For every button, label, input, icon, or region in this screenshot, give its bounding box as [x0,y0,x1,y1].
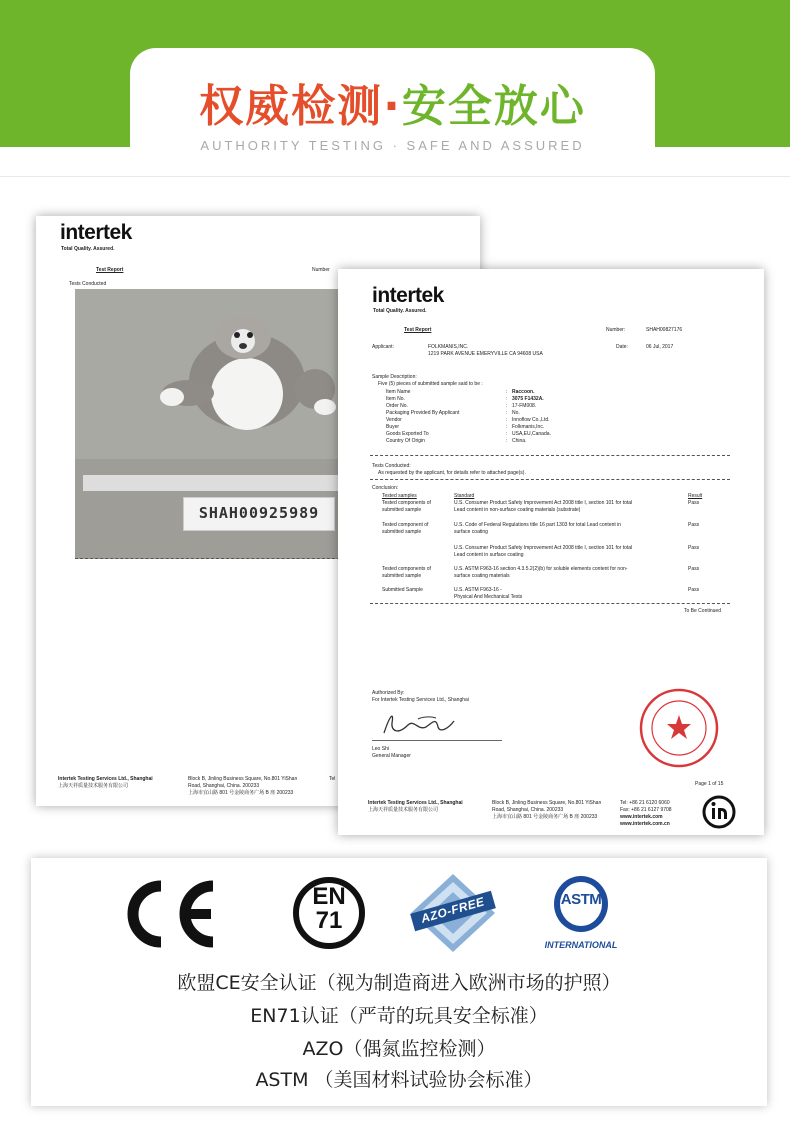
field-label: Item No. [386,396,405,402]
row-sample: Submitted Sample [382,587,423,593]
applicant-name: FOLKMANIS,INC. [428,344,469,350]
field-label: Goods Exported To [386,431,429,437]
date-label: Date: [616,344,628,350]
authorized-by: Authorized By: [372,690,405,696]
intertek-logo: intertek [60,221,132,244]
company-seal-icon [638,687,720,769]
applicant-address: 1219 PARK AVENUE EMERYVILLE CA 94608 USA [428,351,543,357]
en71-bottom: 71 [315,907,343,934]
logo-tagline: Total Quality. Assured. [373,308,427,314]
footer-tel: Tel: +86 21 6120 6060 [620,800,670,806]
field-colon: : [506,438,508,444]
row-standard: U.S. Consumer Product Safety Improvement Act 2008 title I, section 101 for total [454,545,633,551]
logo-tagline: Total Quality. Assured. [61,246,115,252]
row-standard: U.S. ASTM F963-16 section 4.3.5.2(2)(b) for soluble elements content for non- [454,566,628,572]
title-red: 权威检测 [199,81,384,132]
report-title: Test Report [404,327,432,333]
cert-line-en71: EN71认证（严苛的玩具安全标准） [250,1005,548,1027]
conclusion-label: Conclusion: [372,485,399,491]
row-standard: U.S. Consumer Product Safety Improvement Act 2008 title I, section 101 for total [454,500,633,506]
footer-address: Road, Shanghai, China. 200233 [492,807,564,813]
to-be-continued: To Be Continued [684,608,721,614]
astm-text: ASTM [560,891,602,908]
footer-company: Intertek Testing Services Ltd., Shanghai [58,776,153,782]
signature-image [378,707,468,739]
number-label: Number [312,267,330,273]
footer-address: Block B, Jinling Business Square, No.801 YiShan [492,800,602,806]
en71-mark [291,875,367,951]
footer-web: www.intertek.com [620,814,663,820]
row-standard: U.S. ASTM F963-16 - [454,587,502,593]
signer-name: Leo Shi [372,746,389,752]
row-result: Pass [688,587,700,593]
intertek-logo: intertek [372,284,444,307]
report-title: Test Report [96,267,124,273]
cert-line-azo: AZO（偶氮监控检测） [302,1038,496,1060]
row-standard: Lead content in non-surface coating materials (substrate) [454,507,581,513]
intertek-badge-icon [702,795,736,829]
tests-conducted: Tests Conducted: [372,463,411,469]
report-page-summary [338,269,764,835]
field-value: Folkmanis,Inc. [512,424,545,430]
footer-tel: Tel [329,776,336,782]
dash-divider [370,455,730,456]
row-standard: Physical And Mechanical Tests [454,594,523,600]
footer-address: Road, Shanghai, China. 200233 [188,783,260,789]
sample-intro: Five (5) pieces of submitted sample said to be : [378,381,483,387]
field-colon: : [506,396,508,402]
number-label: Number: [606,327,626,333]
row-sample: Tested components of [382,500,431,506]
astm-mark [539,874,623,954]
title-card [130,48,655,176]
certifications-box [31,858,767,1106]
date-value: 06 Jul, 2017 [646,344,674,350]
field-value: No. [512,410,520,416]
footer-company-cn: 上海天祥质量技术服务有限公司 [368,807,439,813]
row-standard: surface coating [454,529,488,535]
row-result: Pass [688,522,700,528]
sample-description: Sample Description: [372,374,417,380]
field-value: USA,EU,Canada. [512,431,551,437]
row-sample: submitted sample [382,507,422,513]
footer-company-cn: 上海天祥质量技术服务有限公司 [58,783,129,789]
row-sample: submitted sample [382,529,422,535]
row-sample: Tested component of [382,522,429,528]
cert-line-ce: 欧盟CE安全认证（视为制造商进入欧洲市场的护照） [177,972,621,994]
sample-label [183,497,335,531]
header-divider [0,176,790,177]
field-label: Packaging Provided By Applicant [386,410,460,416]
astm-international: INTERNATIONAL [544,940,618,950]
footer-address: Block B, Jinling Business Square, No.801 YiShan [188,776,298,782]
field-value: Raccoon. [512,389,535,395]
footer-fax: Fax: +86 21 6127 9708 [620,807,672,813]
col-result: Result [688,493,703,499]
ruler [83,475,345,491]
row-standard: U.S. Code of Federal Regulations title 16 part 1303 for total Lead content in [454,522,622,528]
field-value: Innoflow Co.,Ltd. [512,417,550,423]
field-colon: : [506,417,508,423]
title-dot: · [383,81,402,132]
field-label: Order No. [386,403,408,409]
cert-line-astm: ASTM （美国材料试验协会标准） [255,1069,543,1091]
row-standard: Lead content in surface coating [454,552,524,558]
tests-conducted: Tests Conducted [69,281,107,287]
en71-top: EN [312,883,346,910]
col-samples: Tested samples [382,493,417,499]
field-value: 17-FM008. [512,403,537,409]
title-green: 安全放心 [401,81,586,132]
field-label: Country Of Origin [386,438,425,444]
ce-icon [127,878,223,950]
dash-divider [370,479,730,480]
field-label: Item Name [386,389,411,395]
page-title [130,70,655,134]
row-result: Pass [688,566,700,572]
azo-free-mark [409,872,497,954]
row-result: Pass [688,500,700,506]
field-label: Vendor [386,417,402,423]
field-value: China. [512,438,527,444]
signature-line [372,740,502,741]
field-value: 3075 F1432A. [512,396,544,402]
field-label: Buyer [386,424,400,430]
footer-web-cn: www.intertek.com.cn [620,821,670,827]
sample-photo [75,289,350,559]
row-result: Pass [688,545,700,551]
row-sample: Tested components of [382,566,431,572]
field-colon: : [506,410,508,416]
ce-mark [127,878,223,954]
field-colon: : [506,424,508,430]
dash-divider [370,603,730,604]
field-colon: : [506,389,508,395]
footer-address-cn: 上海市宜山路 801 号金陵商务广场 B 座 200233 [188,790,294,796]
page-subtitle: AUTHORITY TESTING · SAFE AND ASSURED [200,138,585,153]
footer-address-cn: 上海市宜山路 801 号金陵商务广场 B 座 200233 [492,814,598,820]
applicant-label: Applicant: [372,344,394,350]
field-colon: : [506,431,508,437]
footer-company: Intertek Testing Services Ltd., Shanghai [368,800,463,806]
col-standard: Standard [454,493,475,499]
number-value: SHAH00827176 [646,327,683,333]
sample-label-text: SHAH00925989 [198,504,320,522]
page-number: Page 1 of 15 [695,781,724,787]
tests-note: As requested by the applicant, for details refer to attached page(s). [378,470,526,476]
row-sample: submitted sample [382,573,422,579]
signer-title: General Manager [372,753,411,759]
field-colon: : [506,403,508,409]
authorized-for: For Intertek Testing Services Ltd., Shanghai [372,697,469,703]
dash-divider [75,558,350,559]
row-standard: surface coating materials [454,573,510,579]
azo-text: AZO-FREE [419,894,487,926]
